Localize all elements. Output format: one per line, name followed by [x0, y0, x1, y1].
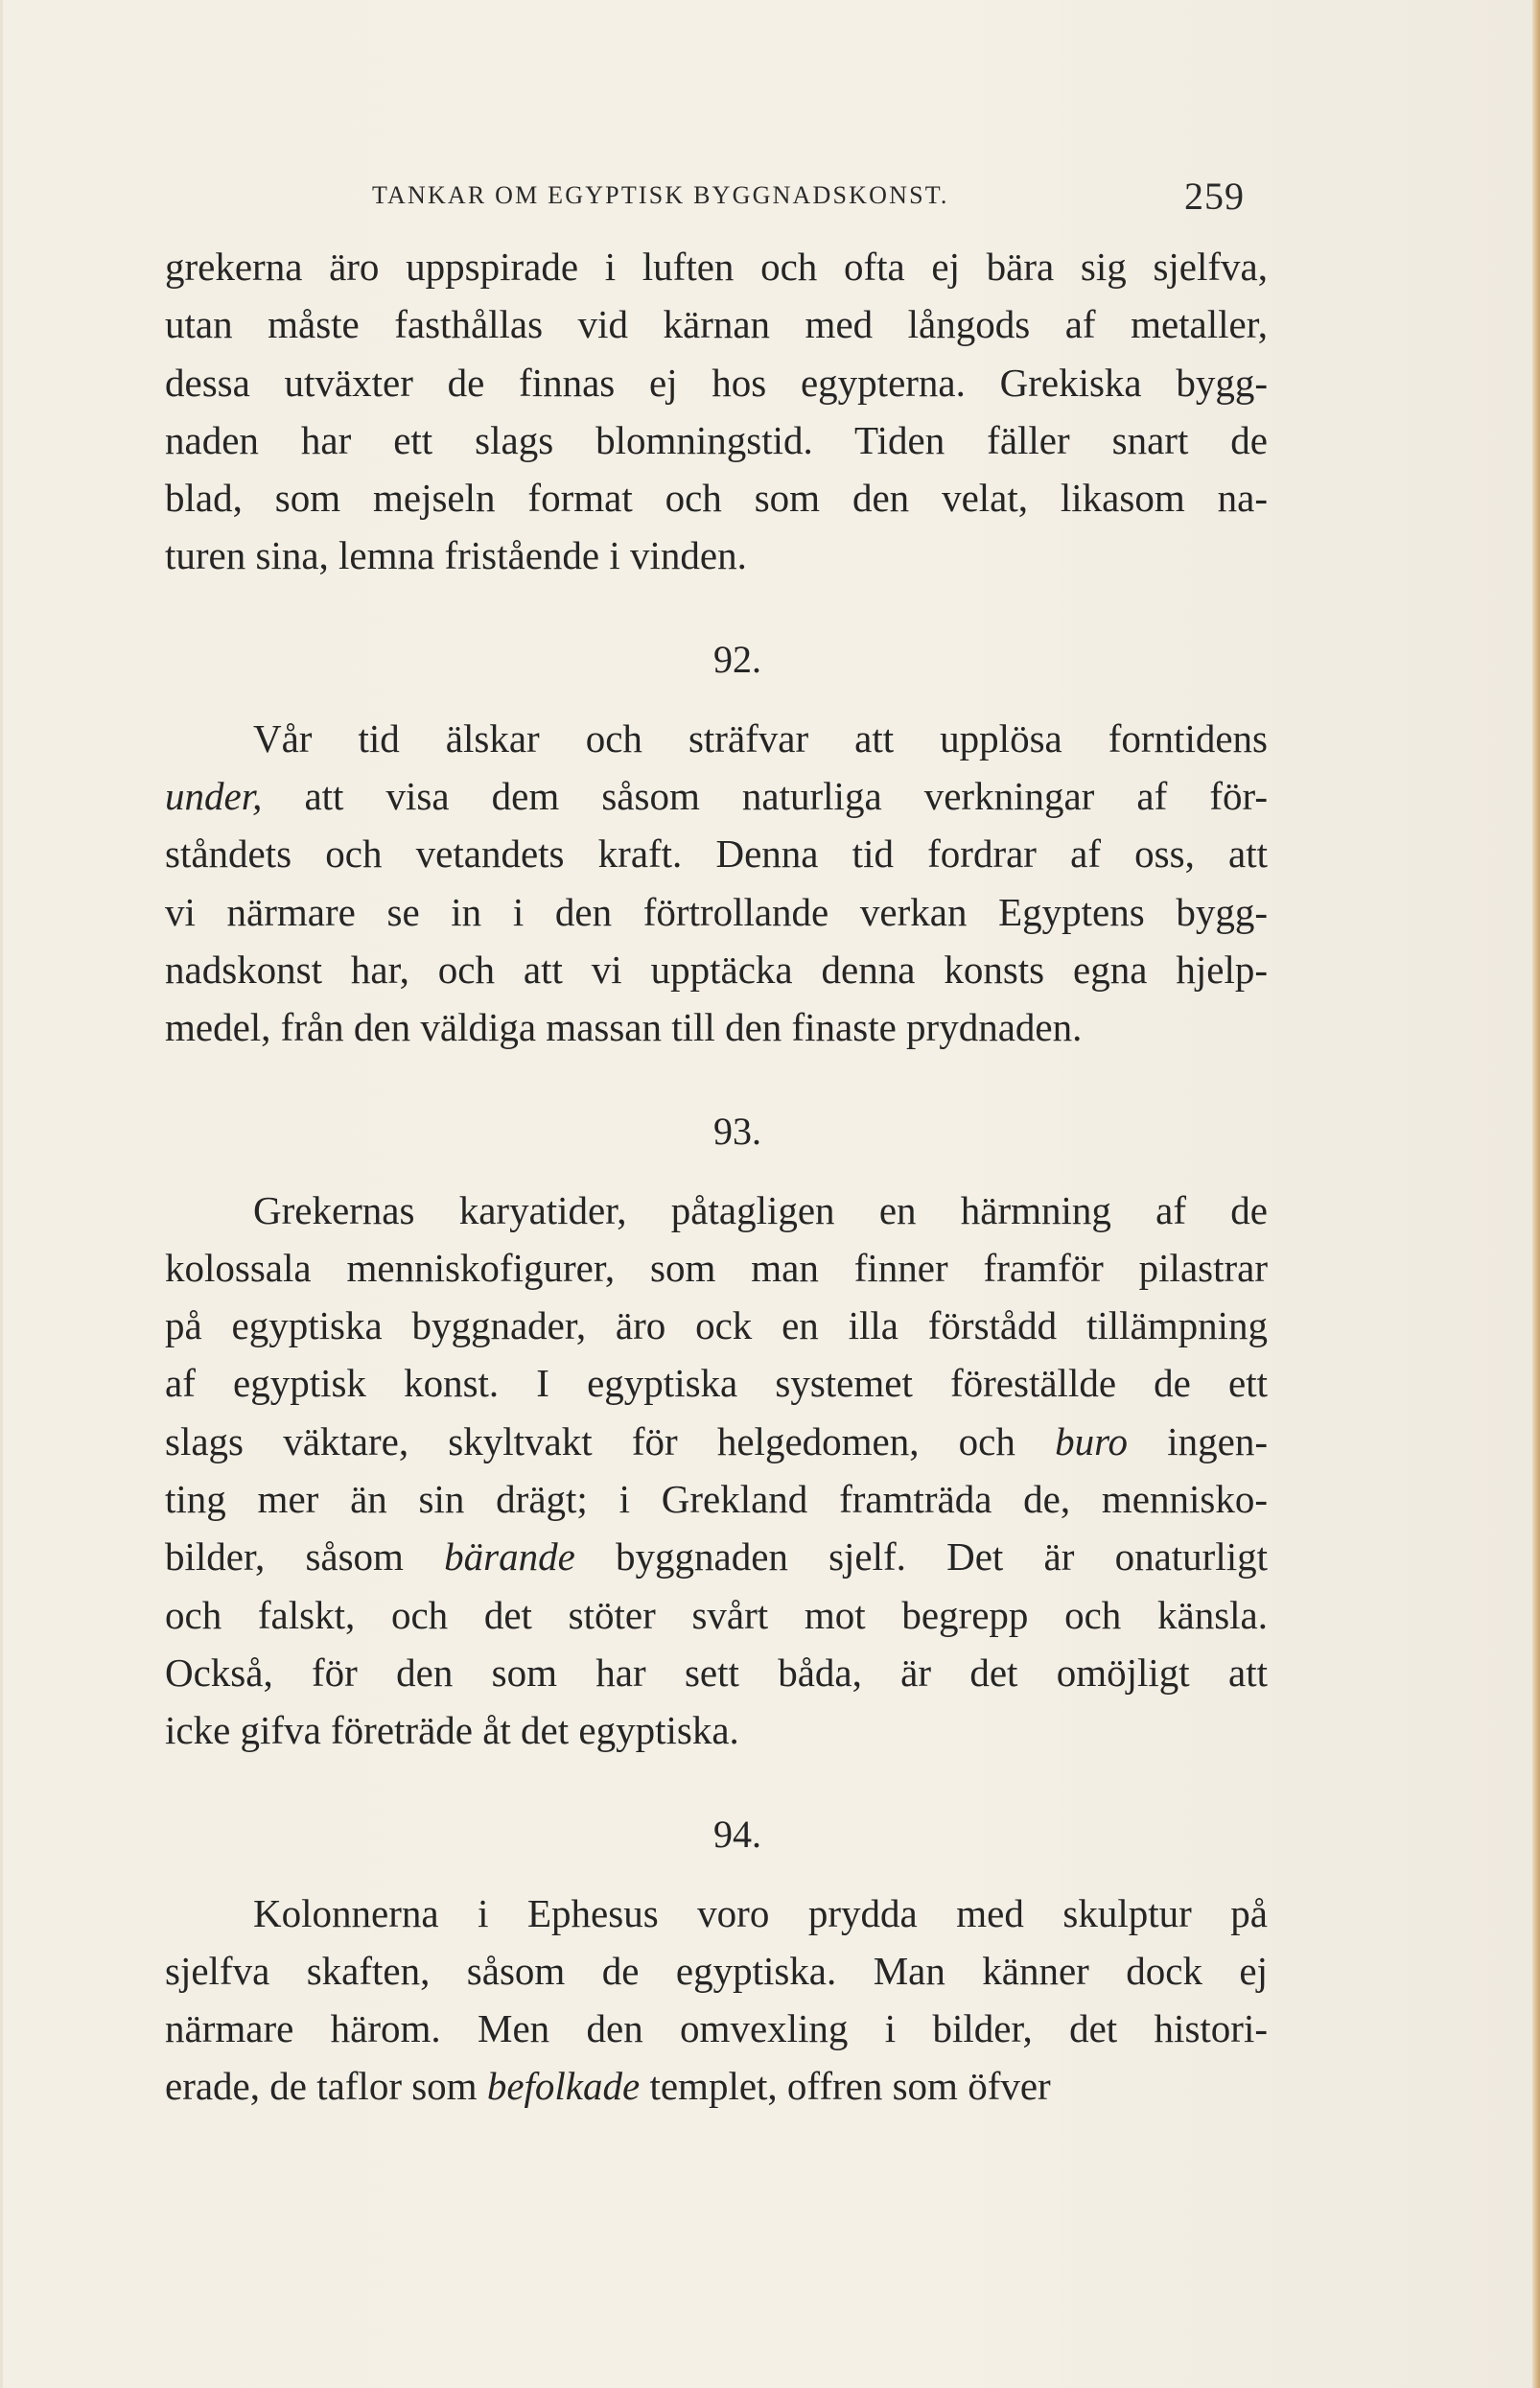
text-run: på egyptiska byggnader, äro ock en illa förstådd tillämpning [165, 1303, 1268, 1348]
text-run: slags väktare, skyltvakt för helgedomen, och [165, 1418, 1056, 1463]
text-line [165, 1528, 1268, 1585]
text-line [165, 1354, 1268, 1412]
text-run: Vår tid älskar och sträfvar att upplösa forntidens [253, 715, 1268, 761]
section-number: 93. [713, 1109, 761, 1153]
text-run: kolossala menniskofigurer, som man finner framför pilastrar [165, 1245, 1268, 1290]
text-run: af egyptisk konst. I egyptiska systemet föreställde de ett [165, 1361, 1268, 1406]
text-run: Grekernas karyatider, påtagligen en härmning af de [253, 1187, 1268, 1232]
numbered-sections [165, 585, 1268, 2116]
text-line [165, 1182, 1268, 1239]
section-number: 94. [713, 1812, 761, 1856]
page-number: 259 [1184, 175, 1245, 218]
text-run: närmare härom. Men den omvexling i bilder, det histori- [165, 2006, 1268, 2051]
section-number: 92. [713, 637, 761, 681]
text-run: erade, de taflor som [165, 2064, 487, 2109]
text-line [165, 883, 1268, 941]
section-paragraph [165, 1182, 1268, 1760]
italic-word: bärande [444, 1534, 575, 1580]
text-line: blad, som mejseln format och som den velat, likasom na- [165, 476, 1268, 521]
text-line [165, 1885, 1268, 1942]
text-run: att visa dem såsom naturliga verkningar af för- [262, 774, 1268, 819]
text-line: naden har ett slags blomningstid. Tiden fäller snart de [165, 417, 1268, 462]
text-line [165, 2057, 1268, 2115]
text-run: vi närmare se in i den förtrollande verkan Egyptens bygg- [165, 889, 1268, 934]
text-run: ingen- [1128, 1418, 1268, 1463]
continuation-paragraph [165, 238, 1268, 585]
text-run: Kolonnerna i Ephesus voro prydda med skulptur på [253, 1890, 1268, 1935]
text-run: ståndets och vetandets kraft. Denna tid fordrar af oss, att [165, 831, 1268, 877]
text-line [165, 1413, 1268, 1470]
text-line: grekerna äro uppspirade i luften och ofta ej bära sig sjelfva, [165, 245, 1268, 289]
body-text [165, 238, 1268, 2116]
text-run: sjelfva skaften, såsom de egyptiska. Man känner dock ej [165, 1948, 1268, 1993]
text-line [165, 1470, 1268, 1528]
text-line [165, 710, 1268, 767]
page-left-edge [0, 0, 3, 2388]
text-run: templet, offren som öfver [640, 2064, 1051, 2109]
italic-word: befolkade [486, 2064, 641, 2109]
italic-word: under, [165, 774, 263, 819]
text-line [165, 1942, 1268, 2000]
text-line [165, 1239, 1268, 1297]
text-run: och falskt, och det stöter svårt mot begrepp och känsla. [165, 1592, 1268, 1637]
running-title: TANKAR OM EGYPTISK BYGGNADSKONST. [372, 181, 949, 209]
running-header [163, 174, 1275, 222]
text-line [165, 1297, 1268, 1354]
text-run: Också, för den som har sett båda, är det omöjligt att [165, 1650, 1268, 1695]
text-line [165, 941, 1268, 998]
section-paragraph [165, 710, 1268, 1057]
text-run: byggnaden sjelf. Det är onaturligt [574, 1534, 1268, 1580]
text-line [165, 998, 1268, 1056]
page-right-edge [1532, 0, 1540, 2388]
text-run: nadskonst har, och att vi upptäcka denna konsts egna hjelp- [165, 947, 1268, 992]
text-line: dessa utväxter de finnas ej hos egypterna. Grekiska bygg- [165, 360, 1268, 405]
text-line [165, 1701, 1268, 1759]
italic-word: buro [1055, 1418, 1129, 1463]
text-run: medel, från den väldiga massan till den finaste prydnaden. [165, 1005, 1083, 1050]
text-line: turen sina, lemna fristående i vinden. [165, 533, 747, 578]
text-line: utan måste fasthållas vid kärnan med långods af metaller, [165, 302, 1268, 347]
section-paragraph [165, 1885, 1268, 2116]
text-run: bilder, såsom [165, 1534, 445, 1580]
text-run: ting mer än sin drägt; i Grekland framträda de, mennisko- [165, 1477, 1268, 1522]
text-line [165, 767, 1268, 825]
text-line [165, 1644, 1268, 1701]
text-line [165, 825, 1268, 882]
text-line [165, 2000, 1268, 2057]
text-run: icke gifva företräde åt det egyptiska. [165, 1708, 739, 1753]
text-line [165, 1586, 1268, 1644]
